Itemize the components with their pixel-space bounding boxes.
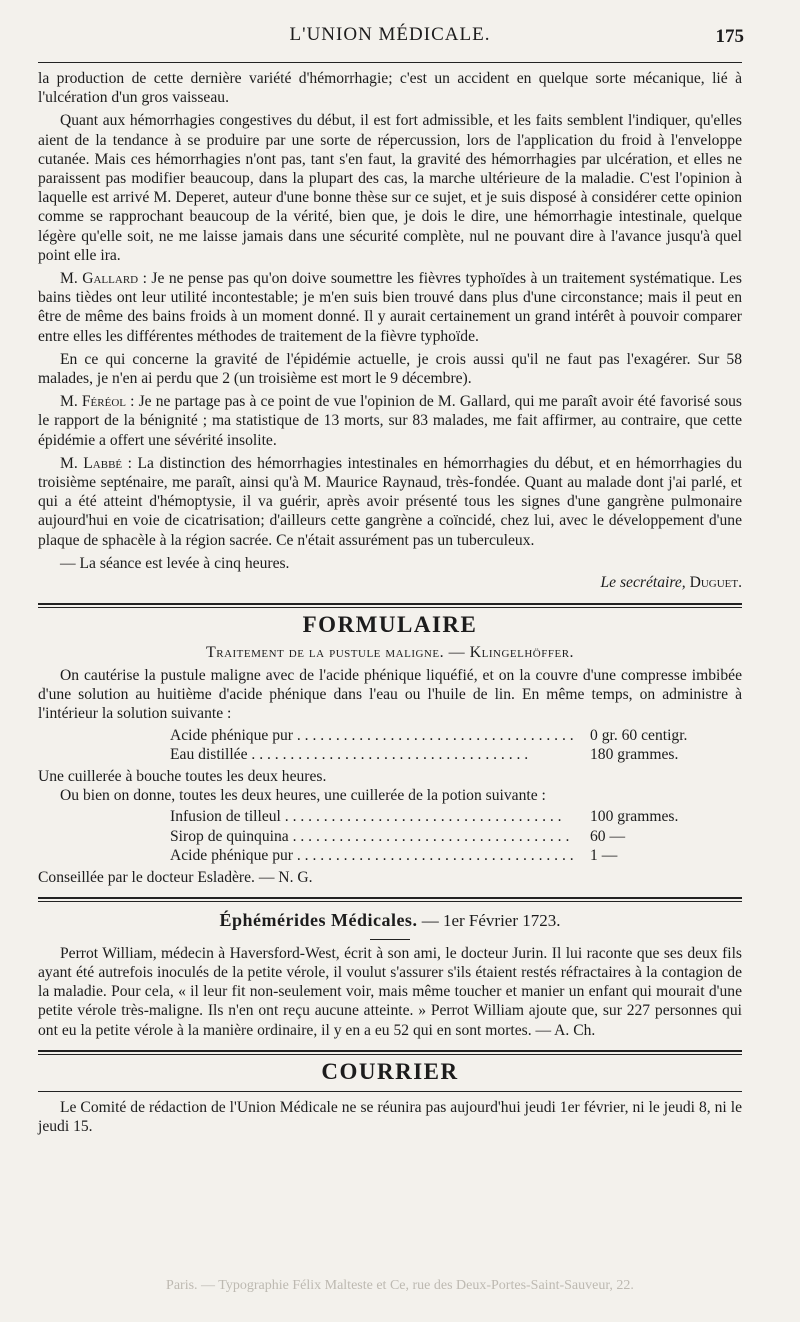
header-rule <box>38 62 742 63</box>
remark-text: Je ne pense pas qu'on doive soumettre les fièvres typhoïdes à un traitement systématique. Les bains tièdes ont leur utilité incontestable; je m'en suis bien trouvé dans plus d'une circonstance; mais il peut en être de même des bains froids à un moment donné. Il y aurait certainement un grand intérêt à pouvoir comparer entre elles les différentes méthodes de traitement de la fièvre typhoïde. <box>38 270 742 345</box>
paragraph: On cautérise la pustule maligne avec de l'acide phénique liquéfié, et on la couvre d'une compresse imbibée d'une solution au huitième d'acide phénique dans l'eau ou l'huile de lin. En même temps, on administre à l'intérieur la solution suivante : <box>38 667 742 723</box>
closing-line: — La séance est levée à cinq heures. <box>60 554 290 572</box>
prescription-1 <box>170 726 730 765</box>
prescription-row <box>170 726 730 746</box>
ephemerides-title: Éphémérides Médicales. <box>219 909 418 930</box>
speaker-name: M. Labbé : <box>60 454 132 472</box>
paragraph: Perrot William, médecin à Haversford-West, écrit à son ami, le docteur Jurin. Il lui raconte que ses deux fils ayant été autrefois inoculés de la petite vérole, il voulut s'assurer s'ils étaient restés réfractaires à la contagion de la maladie. Pour cela, « il leur fit non-seulement voir, mais même toucher et manier un enfant qui mourait d'une petite vérole très-maligne. Ils n'en ont reçu aucune atteinte. » Perrot William ajoute que, sur 227 personnes qui ont eu la petite vérole à la manière ordinaire, il y en a eu 52 qui en sont mortes. — A. Ch. <box>38 944 742 1039</box>
prescription-row <box>170 745 730 765</box>
paragraph: Une cuillerée à bouche toutes les deux heures. <box>38 767 327 785</box>
remark-text: Je ne partage pas à ce point de vue l'opinion de M. Gallard, qui me paraît avoir été favorisé sous le rapport de la bénignité ; ma statistique de 13 morts, sur 83 malades, me fait affirmer, au contraire, que cette épidémie a offert une sévérité insolite. <box>38 393 743 449</box>
ingredient: Eau distillée . . . <box>170 745 584 765</box>
formulaire-section <box>38 612 742 887</box>
paragraph: la production de cette dernière variété d'hémorrhagie; c'est un accident en quelque sorte mécanique, lié à l'ulcération d'un gros vaisseau. <box>38 70 742 107</box>
quantity: 180 grammes. <box>584 745 730 765</box>
prescription-row <box>170 846 730 866</box>
quantity: 60 — <box>584 827 730 847</box>
section-title: COURRIER <box>321 1058 459 1084</box>
paragraph: En ce qui concerne la gravité de l'épidémie actuelle, je crois aussi qu'il ne faut pas l'exagérer. Sur 58 malades, je n'en ai perdu que 2 (un troisième est mort le 9 décembre). <box>38 350 742 388</box>
page-number: 175 <box>715 26 744 47</box>
paragraph: Ou bien on donne, toutes les deux heures, une cuillerée de la potion suivante : <box>60 786 546 804</box>
quantity: 0 gr. 60 centigr. <box>584 726 730 746</box>
ephemerides-date: — 1er Février 1723. <box>421 910 561 930</box>
ingredient: Acide phénique pur . . . <box>170 846 584 866</box>
paragraph: Conseillée par le docteur Esladère. — N. G. <box>38 868 313 886</box>
section-rule <box>38 897 742 902</box>
section-rule <box>38 1050 742 1055</box>
section-rule <box>38 603 742 608</box>
paragraph: Le Comité de rédaction de l'Union Médicale ne se réunira pas aujourd'hui jeudi 1er février, ni le jeudi 8, ni le jeudi 15. <box>38 1098 742 1136</box>
speaker-name: M. Gallard : <box>60 270 147 288</box>
ingredient: Sirop de quinquina . . . <box>170 827 584 847</box>
fereol-remark <box>38 392 742 450</box>
quantity: 100 grammes. <box>584 807 730 827</box>
running-title: L'UNION MÉDICALE. <box>289 24 491 45</box>
speaker-name: M. Féréol : <box>60 393 135 411</box>
section-title: FORMULAIRE <box>302 612 478 638</box>
section-subtitle: Traitement de la pustule maligne. — Klingelhöffer. <box>205 644 575 662</box>
ingredient: Infusion de tilleul . . . <box>170 807 584 827</box>
printer-imprint: Paris. — Typographie Félix Malteste et Ce, rue des Deux-Portes-Saint-Sauveur, 22. <box>166 1278 634 1293</box>
section-rule <box>38 1091 742 1092</box>
section-title <box>38 910 742 931</box>
ephemerides-section <box>38 910 742 1040</box>
quantity: 1 — <box>584 846 730 866</box>
prescription-row <box>170 827 730 847</box>
short-rule <box>370 939 410 940</box>
ingredient: Acide phénique pur . . . <box>170 726 584 746</box>
remark-text: La distinction des hémorrhagies intestinales en hémorrhagies du début, et en hémorrhagies du troisième septénaire, me paraît, ainsi qu'à M. Maurice Raynaud, très-fondée. Quant au malade dont j'ai parlé, et qui a été atteint d'hémoptysie, il va guérir, après avoir présenté tous les signes d'une gangrène pulmonaire aujourd'hui en voie de cicatrisation; d'ailleurs cette gangrène a coïncidé, chez lui, avec le développement d'une plaque de sphacèle à la région sacrée. Ce n'était assurément pas un tuberculeux. <box>38 454 742 549</box>
signature <box>38 573 742 593</box>
paragraph: Quant aux hémorrhagies congestives du début, il est fort admissible, et les faits semblent l'indiquer, qu'elles aient de la tendance à se produire par une sorte de répercussion, lors de l'application du froid à l'enveloppe cutanée. Mais ces hémorrhagies n'ont pas, tant s'en faut, la gravité des hémorrhagies par ulcération, et elles ne paraissent pas modifier beaucoup, dans la plupart des cas, la marche ultérieure de la maladie. C'est l'opinion à laquelle est arrivé M. Deperet, auteur d'une bonne thèse sur ce sujet, et je suis disposé à considérer cette opinion comme se rapprochant beaucoup de la vérité, bien que, je dois le dire, une hémorrhagie intestinale, quelque légère qu'elle soit, ne me laisse jamais dans une sécurité complète, nul ne pouvant dire à l'avance jusqu'à quel point elle ira. <box>38 112 742 264</box>
running-head <box>38 14 742 48</box>
courrier-section <box>38 1059 742 1136</box>
gallard-remark <box>38 269 742 346</box>
signature-label: Le secrétaire, <box>600 574 686 592</box>
labbe-remark <box>38 454 742 550</box>
prescription-2 <box>170 807 730 866</box>
signature-name: Duguet. <box>689 574 742 592</box>
prescription-row <box>170 807 730 827</box>
discussion-section <box>38 69 742 593</box>
